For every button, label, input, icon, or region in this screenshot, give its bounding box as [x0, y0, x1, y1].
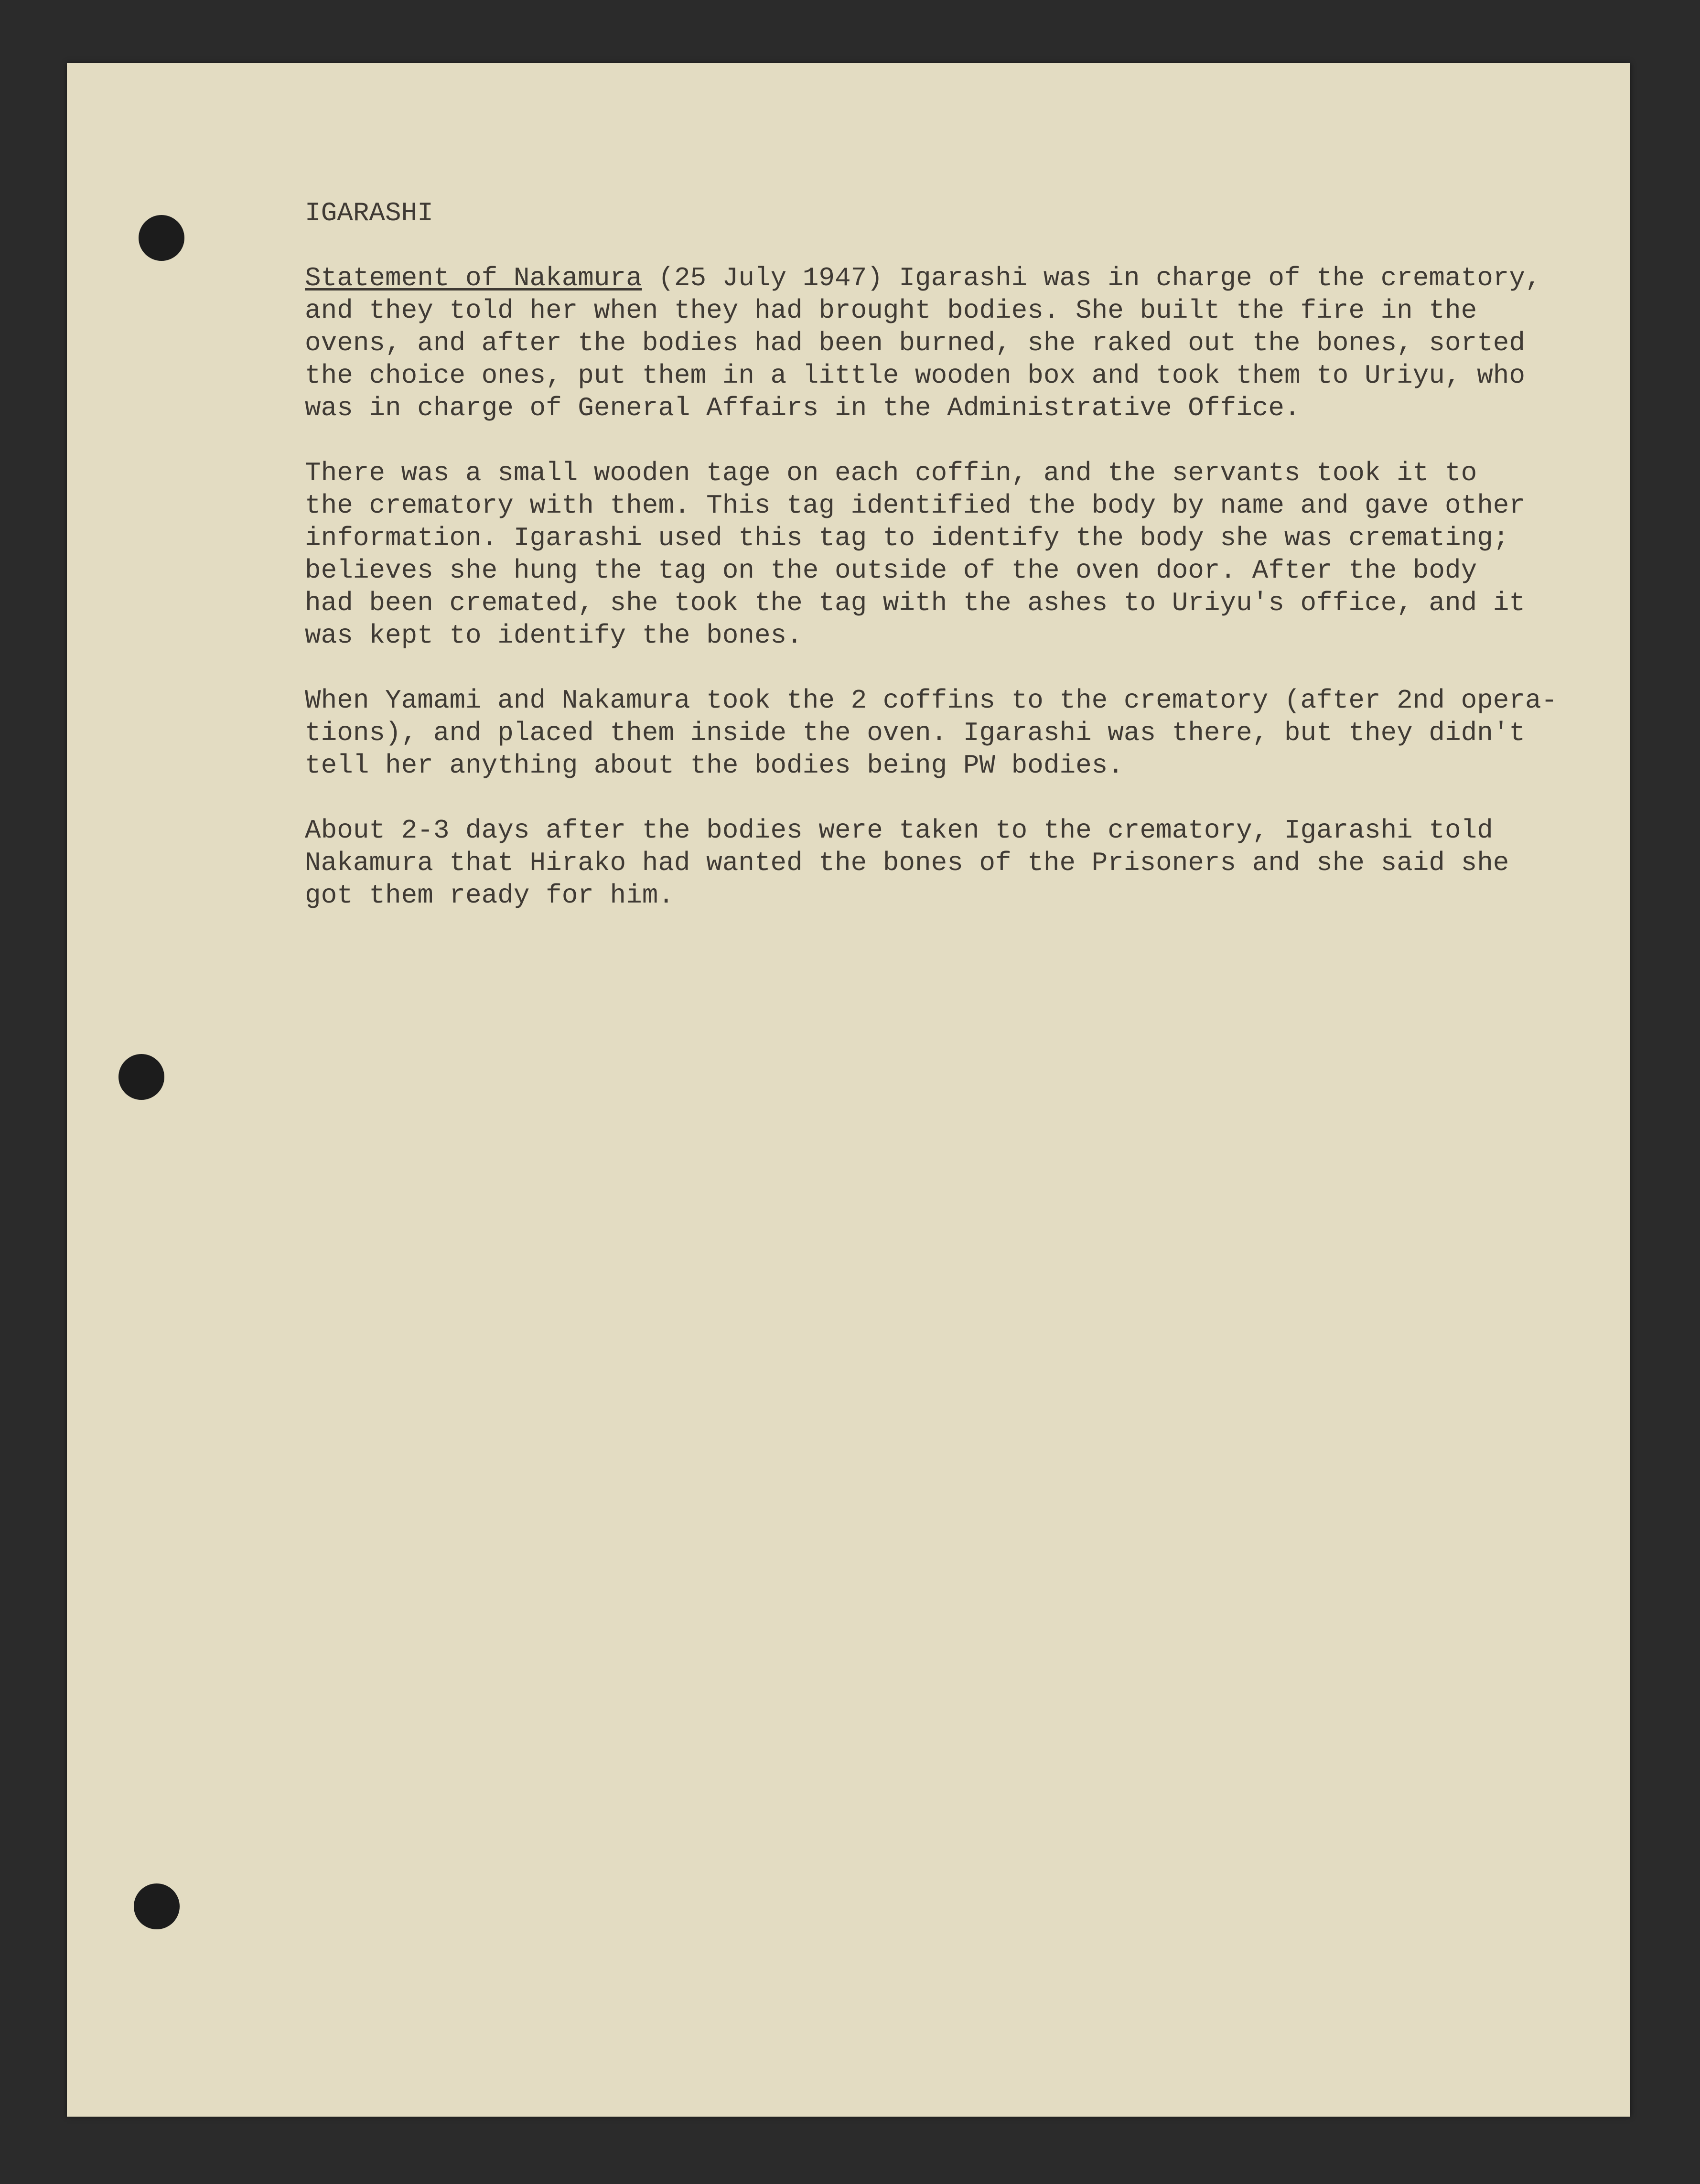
document-page — [67, 63, 1630, 2117]
binder-hole — [134, 1883, 180, 1929]
paragraph-coffins: When Yamami and Nakamura took the 2 coffins to the crematory (after 2nd opera- tions), and placed them inside the oven. Igarashi was there, but they didn't tell her anything about the bodies being PW bodies. — [305, 685, 1558, 781]
paragraph-statement-body: (25 July 1947) Igarashi was in charge of the crematory, and they told her when they had brought bodies. She built the fire in the ovens, and after the bodies had been burned, she raked out the bones, sorted the choice ones, put them in a little wooden box and took them to Uriyu, who was in charge of General Affairs in the Administrative Office. — [305, 263, 1541, 423]
typed-text-body — [305, 197, 1624, 944]
binder-hole — [118, 1054, 164, 1100]
paragraph-bones: About 2-3 days after the bodies were taken to the crematory, Igarashi told Nakamura that Hirako had wanted the bones of the Prisoners and she said she got them ready for him. — [305, 815, 1509, 911]
document-heading: IGARASHI — [305, 198, 433, 228]
paragraph-statement — [305, 262, 1624, 424]
paragraph-tag: There was a small wooden tage on each coffin, and the servants took it to the crematory with them. This tag identified the body by name and gave other information. Igarashi used this tag to identify the body she was cremating; believes she hung the tag on the outside of the oven door. After the body had been cremated, she took the tag with the ashes to Uriyu's office, and it was kept to identify the bones. — [305, 458, 1526, 651]
binder-hole — [139, 215, 184, 261]
statement-title: Statement of Nakamura — [305, 263, 642, 293]
